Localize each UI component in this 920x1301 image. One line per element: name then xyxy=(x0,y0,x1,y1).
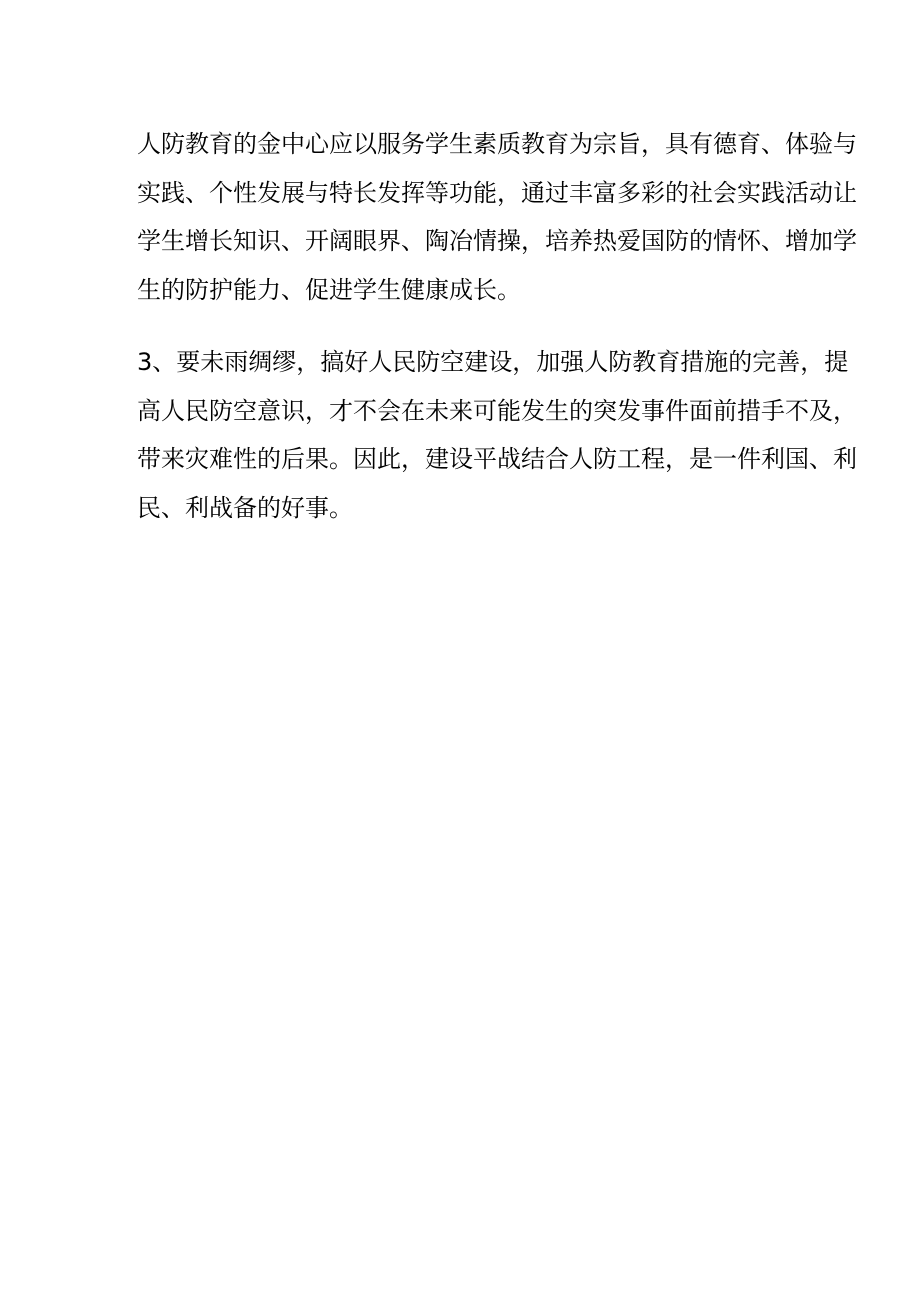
paragraph-2 xyxy=(137,338,857,532)
paragraph-line: 学生增长知识、开阔眼界、陶冶情操，培养热爱国防的情怀、增加学 xyxy=(137,227,857,255)
paragraph-spacer xyxy=(137,314,797,338)
paragraph-line: 实践、个性发展与特长发挥等功能，通过丰富多彩的社会实践活动让 xyxy=(137,178,857,207)
paragraph-line: 高人民防空意识，才不会在未来可能发生的突发事件面前措手不及， xyxy=(137,396,857,425)
paragraph-1 xyxy=(137,120,857,314)
paragraph-line: 3、要未雨绸缪，搞好人民防空建设，加强人防教育措施的完善，提 xyxy=(137,348,849,376)
document-body xyxy=(137,120,857,532)
paragraph-line: 生的防护能力、促进学生健康成长。 xyxy=(137,275,521,304)
paragraph-line: 民、利战备的好事。 xyxy=(137,493,353,522)
paragraph-line: 人防教育的金中心应以服务学生素质教育为宗旨，具有德育、体验与 xyxy=(137,130,857,158)
paragraph-line: 带来灾难性的后果。因此，建设平战结合人防工程，是一件利国、利 xyxy=(137,445,857,473)
